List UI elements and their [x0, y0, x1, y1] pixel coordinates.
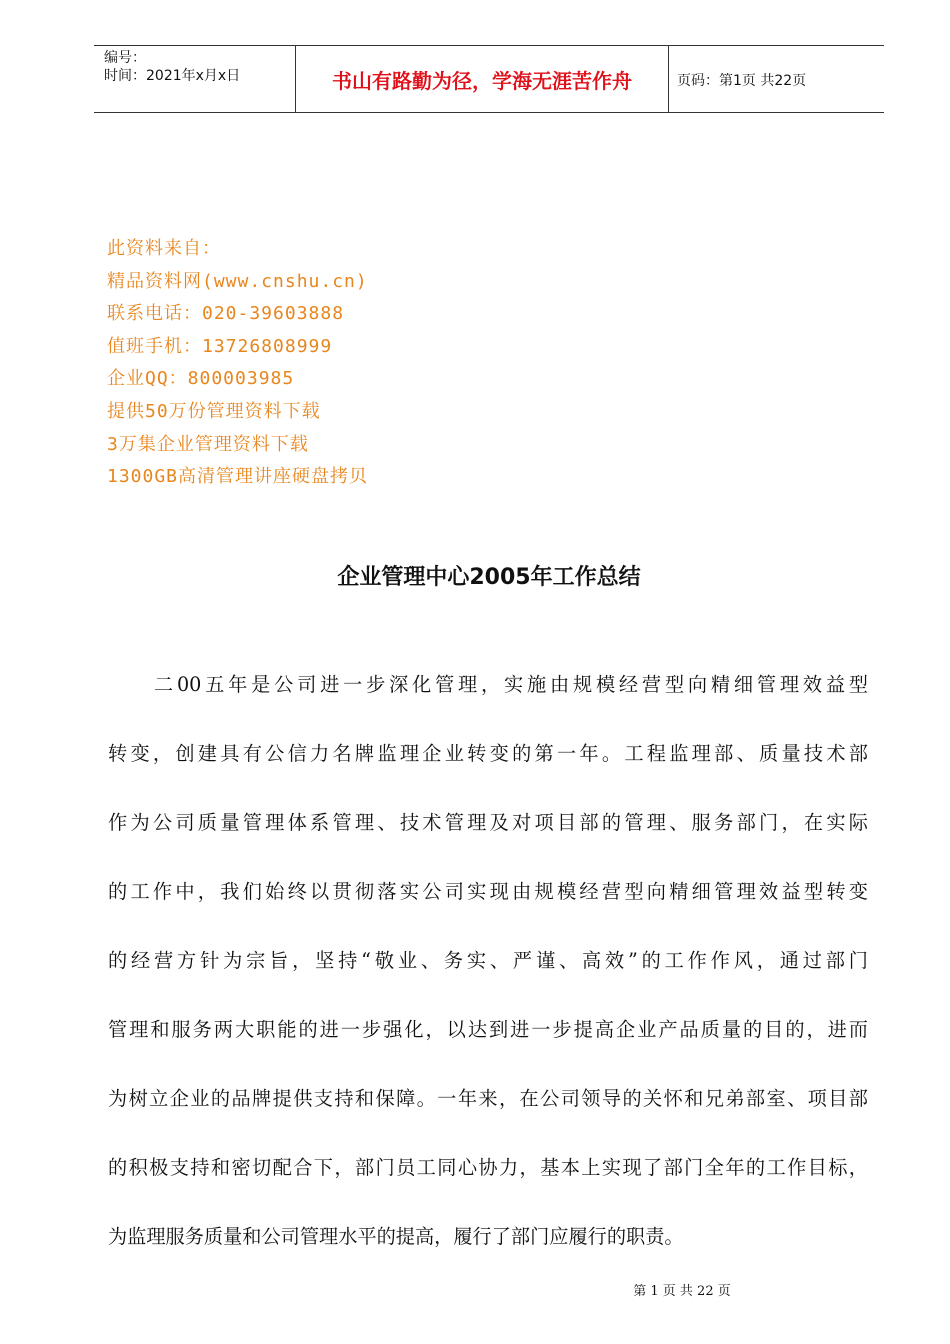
source-line: 企业QQ：800003985	[107, 368, 295, 390]
header-meta	[94, 46, 295, 113]
body-paragraph	[108, 650, 868, 1271]
paragraph-line: 作为公司质量管理体系管理、技术管理及对项目部的管理、服务部门，在实际	[108, 811, 868, 834]
header-motto: 书山有路勤为径，学海无涯苦作舟	[295, 46, 669, 113]
document-number-label: 编号：	[104, 50, 146, 66]
source-line: 值班手机：13726808999	[107, 335, 333, 357]
paragraph-line: 为树立企业的品牌提供支持和保障。一年来，在公司领导的关怀和兄弟部室、项目部	[108, 1087, 868, 1110]
page-header	[94, 45, 884, 113]
source-line: 此资料来自：	[107, 238, 221, 259]
page-footer: 第 1 页 共 22 页	[633, 1284, 731, 1299]
source-line: 3万集企业管理资料下载	[107, 433, 309, 455]
document-title: 企业管理中心2005年工作总结	[337, 565, 641, 590]
paragraph-line: 的积极支持和密切配合下，部门员工同心协力，基本上实现了部门全年的工作目标，	[108, 1156, 868, 1179]
source-line: 精品资料网(www.cnshu.cn)	[107, 270, 368, 292]
source-line: 提供50万份管理资料下载	[107, 400, 321, 422]
paragraph-line: 的工作中，我们始终以贯彻落实公司实现由规模经营型向精细管理效益型转变	[108, 880, 868, 903]
document-time-label: 时间：2021年x月x日	[104, 68, 241, 84]
header-page-info: 页码：第1页 共22页	[677, 72, 807, 89]
source-info-block	[107, 233, 368, 494]
paragraph-line: 二00五年是公司进一步深化管理，实施由规模经营型向精细管理效益型	[108, 673, 868, 696]
paragraph-line: 转变，创建具有公信力名牌监理企业转变的第一年。工程监理部、质量技术部	[108, 742, 868, 765]
paragraph-line: 为监理服务质量和公司管理水平的提高，履行了部门应履行的职责。	[108, 1225, 684, 1248]
source-line: 1300GB高清管理讲座硬盘拷贝	[107, 466, 369, 488]
paragraph-line: 管理和服务两大职能的进一步强化，以达到进一步提高企业产品质量的目的，进而	[108, 1018, 868, 1041]
paragraph-line: 的经营方针为宗旨，坚持“敬业、务实、严谨、高效”的工作作风，通过部门	[108, 949, 868, 972]
source-line: 联系电话：020-39603888	[107, 303, 345, 325]
